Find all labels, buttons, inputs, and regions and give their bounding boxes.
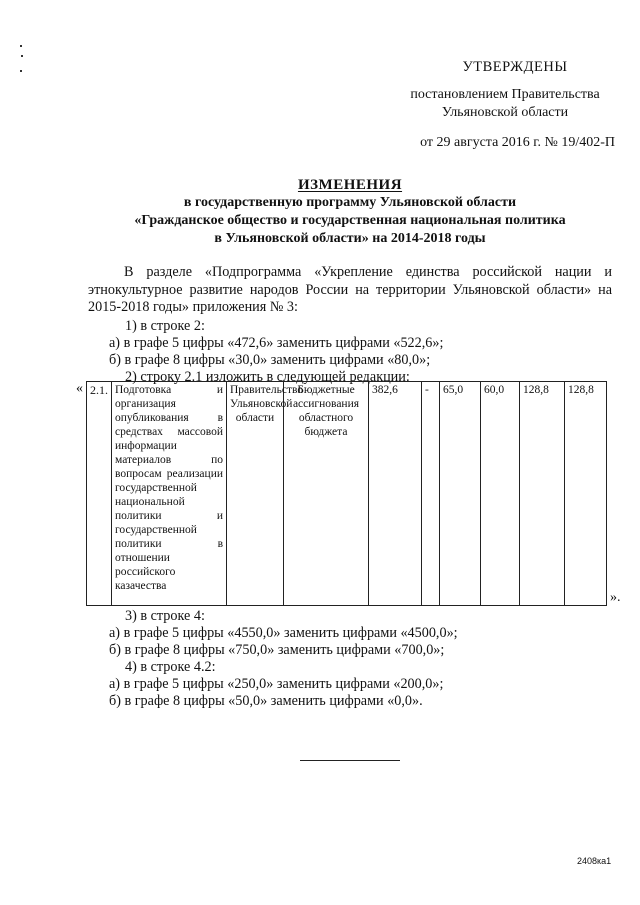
row-executor: Правительство Ульяновской области	[227, 382, 284, 606]
heading-line-1: в государственную программу Ульяновской области	[183, 195, 517, 210]
scan-mark	[20, 45, 22, 47]
approval-line-1: постановлением Правительства	[410, 87, 600, 102]
heading-line-3: в Ульяновской области» на 2014-2018 годы	[214, 231, 486, 246]
quote-close: ».	[610, 590, 621, 605]
item-line: а) в графе 5 цифры «472,6» заменить цифрами «522,6»;	[109, 335, 444, 351]
row-value-2016: 60,0	[481, 382, 520, 606]
document-title: ИЗМЕНЕНИЯ	[297, 177, 403, 193]
document-heading	[100, 176, 600, 248]
approval-date: от 29 августа 2016 г. № 19/402-П	[420, 135, 615, 150]
items-bottom	[109, 608, 458, 710]
row-value-2017: 128,8	[520, 382, 565, 606]
heading-line-2: «Гражданское общество и государственная национальная политика	[134, 213, 566, 228]
scan-mark	[21, 55, 23, 57]
item-line: 3) в строке 4:	[125, 608, 205, 624]
table-row	[87, 382, 607, 606]
item-line: 4) в строке 4.2:	[125, 659, 216, 675]
intro-paragraph: В разделе «Подпрограмма «Укрепление единства российской нации и этнокультурное развитие народов России на территории Ульяновской области» на 2015-2018 годы» приложения № 3:	[88, 264, 612, 315]
row-value-total: 382,6	[369, 382, 422, 606]
item-line: б) в графе 8 цифры «30,0» заменить цифрами «80,0»;	[109, 352, 431, 368]
item-line: 2) строку 2.1 изложить в следующей редакции:	[125, 369, 410, 385]
item-line: б) в графе 8 цифры «750,0» заменить цифрами «700,0»;	[109, 642, 445, 658]
row-description: Подготовка и организация опубликования в средствах массовой информации материалов по вопросам реализации государственной национальной политики и государственной политики в отношении российского казачества	[112, 382, 227, 606]
quote-open: «	[76, 381, 83, 396]
item-line: 1) в строке 2:	[125, 318, 205, 334]
items-top	[109, 318, 444, 386]
approval-title: УТВЕРЖДЕНЫ	[462, 59, 568, 75]
item-line: а) в графе 5 цифры «250,0» заменить цифрами «200,0»;	[109, 676, 444, 692]
approval-line-2: Ульяновской области	[441, 105, 569, 120]
row-value-2014: -	[422, 382, 440, 606]
scan-mark	[20, 70, 22, 72]
closing-rule	[300, 760, 400, 761]
item-line: а) в графе 5 цифры «4550,0» заменить цифрами «4500,0»;	[109, 625, 458, 641]
row-number: 2.1.	[87, 382, 112, 606]
row-value-2018: 128,8	[565, 382, 607, 606]
item-line: б) в графе 8 цифры «50,0» заменить цифрами «0,0».	[109, 693, 423, 709]
approval-block	[395, 58, 615, 152]
row-funding-source: Бюджетные ассигнования областного бюджета	[284, 382, 369, 606]
program-row-table	[86, 381, 607, 606]
row-value-2015: 65,0	[440, 382, 481, 606]
document-code: 2408ка1	[577, 856, 612, 866]
